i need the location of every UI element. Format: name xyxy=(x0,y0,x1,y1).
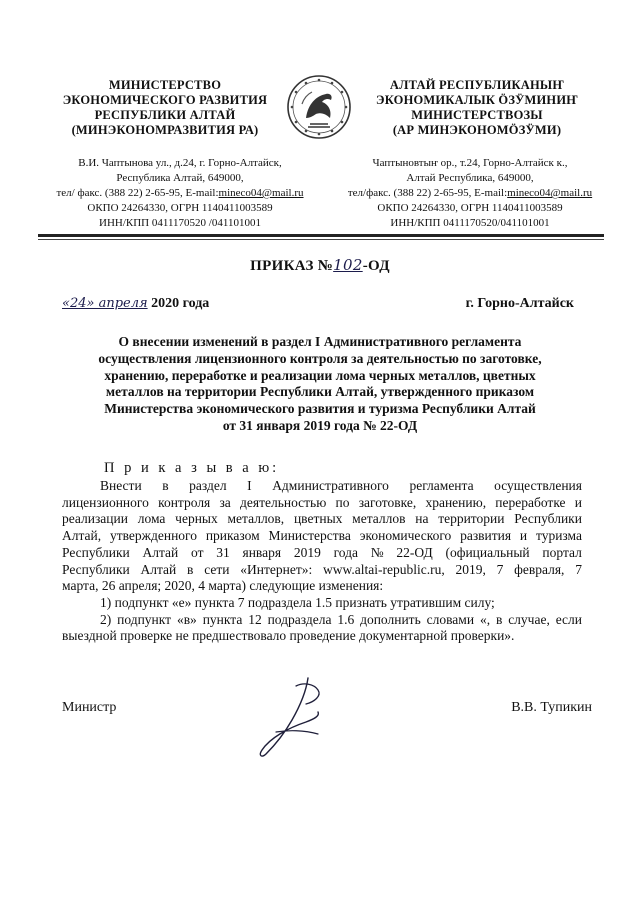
email-link[interactable]: mineco04@mail.ru xyxy=(218,187,304,199)
body-line: Республики Алтай в сети «Интернет»: www.altai-republic.ru, 2019, 7 февраля, 7 xyxy=(62,561,582,577)
body-line: Республики Алтай от 31 января 2019 года № 22-ОД (официальный портал xyxy=(62,544,582,560)
list-item: 2) подпункт «в» пункта 12 подраздела 1.6 дополнить словами «, в случае, если xyxy=(100,611,582,627)
list-item: 1) подпункт «е» пункта 7 подраздела 1.5 признать утратившим силу; xyxy=(100,594,495,610)
body-line: марта, 26 апреля; 2020, 4 марта) следующие изменения: xyxy=(62,578,384,594)
order-body xyxy=(62,478,582,645)
body-line: реализации лома черных металлов, цветных металлов на территории Республики xyxy=(62,511,582,527)
email-link[interactable]: mineco04@mail.ru xyxy=(507,187,593,199)
signatory-role: Министр xyxy=(62,700,117,715)
coat-of-arms-icon xyxy=(286,74,352,140)
order-date: «24» апреля 2020 года xyxy=(62,296,210,311)
address-altai: Чаптыновтыҥ ор., т.24, Горно-Алтайск к., Алтай Республика, 649000, тел/факс. (388 22) 2-65-95, E-mail:mineco04@mail.ru ОКПО 24264330, ОГРН 1140411003589 ИНН/КПП 0411170520/041101001 xyxy=(347,157,593,229)
ministry-name-russian: МИНИСТЕРСТВО ЭКОНОМИЧЕСКОГО РАЗВИТИЯ РЕСПУБЛИКИ АЛТАЙ (МИНЭКОНОМРАЗВИТИЯ РА) xyxy=(62,78,268,137)
order-directive-heading: П р и к а з ы в а ю: xyxy=(104,460,280,476)
header-divider-thin xyxy=(38,239,604,240)
order-subject: О внесении изменений в раздел I Административного регламента осуществления лицензионного контроля за деятельностью по заготовке, хранению, переработке и реализации лома черных металлов, цветных металлов на территории Республики Алтай, утвержденного приказом Министерства экономического развития и туризма Республики Алтай от 31 января 2019 года № 22-ОД xyxy=(98,334,542,433)
order-city: г. Горно-Алтайск xyxy=(465,296,574,311)
body-line: Внести в раздел I Административного регламента осуществления xyxy=(100,478,582,493)
handwritten-signature-icon xyxy=(248,672,338,762)
body-line: выездной проверке не предшествовало проведение документарной проверки». xyxy=(62,628,515,644)
header-divider xyxy=(38,234,604,237)
address-russian: В.И. Чаптынова ул., д.24, г. Горно-Алтайск, Республика Алтай, 649000, тел/ факс. (388 22) 2-65-95, E-mail:mineco04@mail.ru ОКПО 24264330, ОГРН 1140411003589 ИНН/КПП 0411170520 /041101001 xyxy=(56,157,304,229)
ministry-name-altai: АЛТАЙ РЕСПУБЛИКАНЫҤ ЭКОНОМИКАЛЫК ӦЗӰМИНИҤ МИНИСТЕРСТВОЗЫ (АР МИНЭКОНОМӦЗӰМИ) xyxy=(376,78,578,137)
signatory-name: В.В. Тупикин xyxy=(511,700,592,715)
order-number: 102 xyxy=(333,256,363,274)
body-line: лицензионного контроля за деятельностью по заготовке, хранению, переработке и xyxy=(62,494,582,510)
body-line: Алтай, утвержденного приказом Министерства экономического развития и туризма xyxy=(62,528,582,544)
handwritten-date: «24» апреля xyxy=(62,296,148,311)
order-title: ПРИКАЗ №102-ОД xyxy=(250,256,390,274)
